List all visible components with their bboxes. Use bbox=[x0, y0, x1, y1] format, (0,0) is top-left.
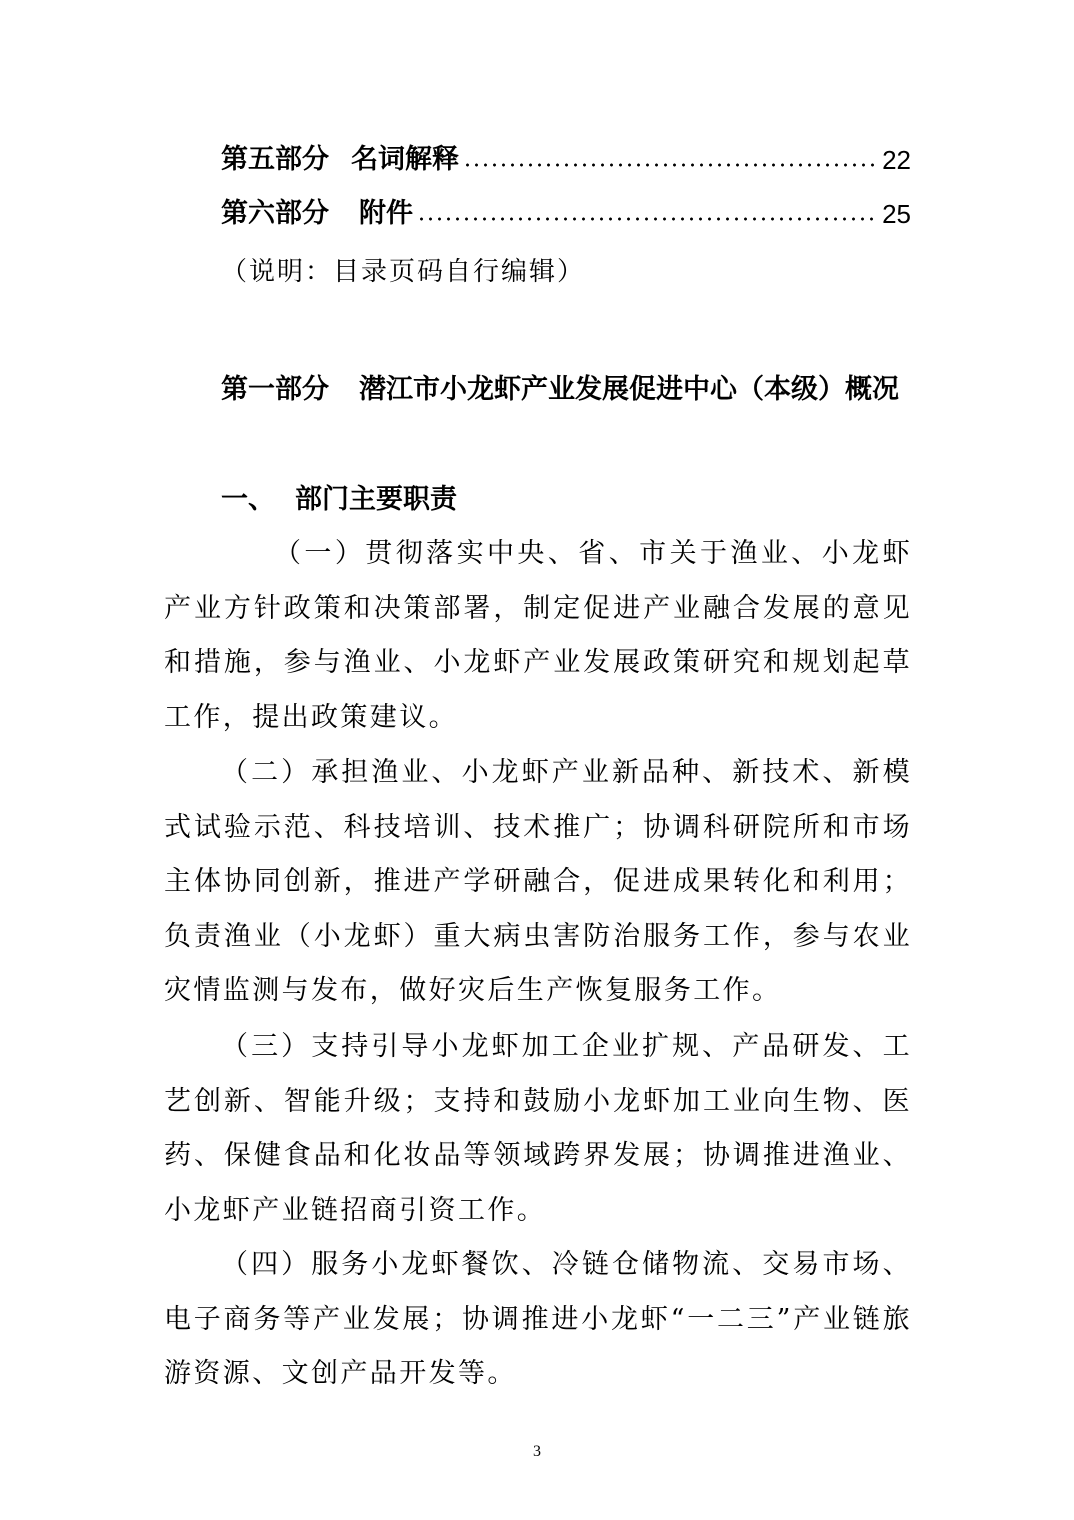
duty-paragraph-1: （一）贯彻落实中央、省、市关于渔业、小龙虾产业方针政策和决策部署，制定促进产业融合发展的意见和措施，参与渔业、小龙虾产业发展政策研究和规划起草工作，提出政策建议。 bbox=[164, 538, 912, 733]
duty-paragraph-3: （三）支持引导小龙虾加工企业扩规、产品研发、工艺创新、智能升级；支持和鼓励小龙虾加工业向生物、医药、保健食品和化妆品等领域跨界发展；协调推进渔业、小龙虾产业链招商引资工作。 bbox=[164, 1031, 912, 1226]
toc-item-part-six[interactable] bbox=[221, 192, 911, 236]
toc-item-page: 25 bbox=[882, 199, 911, 229]
toc-item-title: 名词解释 bbox=[351, 144, 459, 175]
section-title: 部门主要职责 bbox=[295, 484, 457, 515]
part-heading bbox=[164, 362, 912, 418]
toc-item-label: 第六部分 bbox=[221, 198, 329, 229]
toc-item-page: 22 bbox=[882, 145, 911, 175]
toc-leader-dots bbox=[463, 159, 878, 171]
part-title: 潜江市小龙虾产业发展促进中心（本级）概况 bbox=[359, 374, 899, 405]
page-number: 3 bbox=[533, 1443, 541, 1460]
duty-paragraph-4: （四）服务小龙虾餐饮、冷链仓储物流、交易市场、电子商务等产业发展；协调推进小龙虾“一二三”产业链旅游资源、文创产品开发等。 bbox=[164, 1249, 912, 1390]
toc-item-title: 附件 bbox=[359, 198, 413, 229]
section-number: 一、 bbox=[221, 484, 275, 515]
section-heading bbox=[221, 478, 457, 522]
toc-item-label: 第五部分 bbox=[221, 144, 329, 175]
toc-note: （说明：目录页码自行编辑） bbox=[221, 257, 586, 287]
toc-item-part-five[interactable] bbox=[221, 138, 911, 182]
duty-paragraph-2: （二）承担渔业、小龙虾产业新品种、新技术、新模式试验示范、科技培训、技术推广；协调科研院所和市场主体协同创新，推进产学研融合，促进成果转化和利用；负责渔业（小龙虾）重大病虫害防治服务工作，参与农业灾情监测与发布，做好灾后生产恢复服务工作。 bbox=[164, 757, 912, 1007]
toc-leader-dots bbox=[417, 213, 878, 225]
part-label: 第一部分 bbox=[221, 374, 329, 405]
